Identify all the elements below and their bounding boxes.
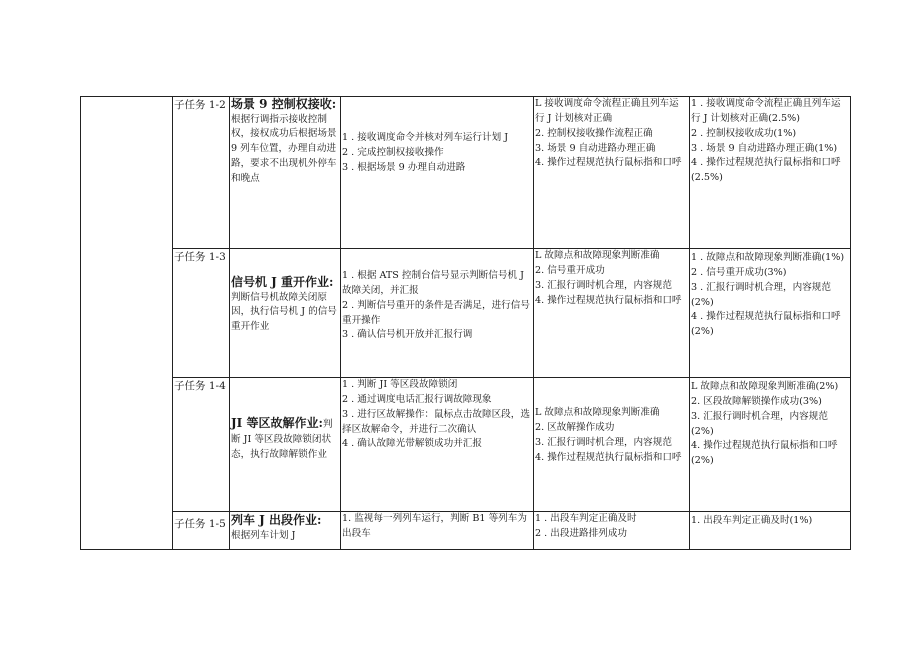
step-item: 2 . 通过调度电话汇报行调故障现象 bbox=[342, 393, 492, 405]
score-item: 3 . 汇报行调时机合理，内容规范(2%) bbox=[691, 281, 831, 308]
score-item: 4 . 操作过程规范执行鼠标指和口呼(2.5%) bbox=[691, 157, 841, 184]
standard-item: 2. 信号重开成功 bbox=[535, 264, 605, 276]
table-row bbox=[81, 378, 851, 512]
step-item: 3 . 确认信号机开放并汇报行调 bbox=[342, 329, 473, 341]
step-item: 3 . 根据场景 9 办理自动进路 bbox=[342, 161, 466, 173]
score-cell bbox=[690, 512, 851, 550]
subtask-label: 子任务 1-3 bbox=[173, 249, 230, 378]
standard-item: 4. 操作过程规范执行鼠标指和口呼 bbox=[535, 294, 682, 306]
step-item: 1 . 判断 JI 等区段故障锁闭 bbox=[342, 379, 458, 390]
standard-item: 3. 汇报行调时机合理，内容规范 bbox=[535, 279, 672, 291]
scene-cell bbox=[230, 249, 341, 378]
standard-item: 1 . 出段车判定正确及时 bbox=[535, 513, 637, 524]
score-item: 3. 汇报行调时机合理，内容规范(2%) bbox=[691, 410, 828, 437]
standards-cell bbox=[534, 97, 690, 249]
score-item: 1 . 故障点和故障现象判断准确(1%) bbox=[691, 252, 845, 263]
scene-title: 列车 J 出段作业: bbox=[231, 513, 322, 527]
scene-description: 判断信号机故障关闭原因，执行信号机 J 的信号重开作业 bbox=[231, 291, 337, 333]
standards-cell bbox=[534, 249, 690, 378]
score-item: 4. 操作过程规范执行鼠标指和口呼(2%) bbox=[691, 440, 838, 467]
scene-description bbox=[231, 414, 339, 463]
score-item: 2. 区段故障解锁操作成功(3%) bbox=[691, 395, 822, 407]
standard-item: 2 . 出段进路排列成功 bbox=[535, 527, 628, 539]
steps-cell bbox=[341, 512, 534, 550]
step-item: 1 . 根据 ATS 控制台信号显示判断信号机 J 故障关闭，并汇报 bbox=[342, 270, 524, 296]
step-item: 3 . 进行区故解操作：鼠标点击故障区段，选择区故解命令，并进行二次确认 bbox=[342, 408, 530, 435]
steps-cell bbox=[341, 97, 534, 249]
score-item: 2 . 控制权接收成功(1%) bbox=[691, 127, 797, 139]
steps-cell bbox=[341, 378, 534, 512]
scene-cell bbox=[230, 97, 341, 249]
scene-description: 根据列车计划 J bbox=[231, 529, 296, 541]
table-row bbox=[81, 97, 851, 249]
score-item: L 故障点和故障现象判断准确(2%) bbox=[691, 381, 839, 392]
score-item: 1 . 接收调度命令流程正确且列车运行 J 计划核对正确(2.5%) bbox=[691, 98, 841, 124]
standard-item: 2. 区故解操作成功 bbox=[535, 421, 615, 433]
scene-description: 根据行调指示接收控制权，接权成功后根据场景 9 列车位置，办理自动进路，要求不出现机外停车和晚点 bbox=[231, 113, 337, 185]
standard-item: L 故障点和故障现象判断准确 bbox=[535, 407, 660, 418]
standards-cell bbox=[534, 378, 690, 512]
standard-item: 3. 场景 9 自动进路办理正确 bbox=[535, 142, 656, 154]
standard-item: 4. 操作过程规范执行鼠标指和口呼 bbox=[535, 451, 682, 463]
step-item: 4 . 确认故障光带解锁成功并汇报 bbox=[342, 438, 482, 450]
standard-item: 2. 控制权接收操作流程正确 bbox=[535, 127, 653, 139]
scene-title: 信号机 J 重开作业: bbox=[231, 275, 334, 289]
table-row bbox=[81, 512, 851, 550]
score-cell bbox=[690, 378, 851, 512]
subtask-label: 子任务 1-5 bbox=[173, 512, 230, 550]
step-item: 2 . 完成控制权接收操作 bbox=[342, 146, 444, 158]
score-item: 1. 出段车判定正确及时(1%) bbox=[691, 515, 813, 526]
task-table bbox=[80, 96, 851, 550]
subtask-label: 子任务 1-4 bbox=[173, 378, 230, 512]
standard-item: 3. 汇报行调时机合理，内容规范 bbox=[535, 436, 672, 448]
score-item: 2 . 信号重开成功(3%) bbox=[691, 266, 787, 278]
scene-title: JI 等区故解作业: bbox=[231, 416, 323, 430]
subtask-label: 子任务 1-2 bbox=[173, 97, 230, 249]
score-cell bbox=[690, 249, 851, 378]
standard-item: 4. 操作过程规范执行鼠标指和口呼 bbox=[535, 157, 682, 169]
scene-cell bbox=[230, 512, 341, 550]
scene-cell bbox=[230, 378, 341, 512]
step-item: 2 . 判断信号重开的条件是否满足，进行信号重开操作 bbox=[342, 299, 530, 326]
score-item: 4 . 操作过程规范执行鼠标指和口呼(2%) bbox=[691, 311, 841, 338]
merged-blank-cell bbox=[81, 97, 173, 550]
score-cell bbox=[690, 97, 851, 249]
step-item: 1. 监视每一列列车运行，判断 B1 等列车为出段车 bbox=[342, 513, 527, 539]
score-item: 3 . 场景 9 自动进路办理正确(1%) bbox=[691, 142, 838, 154]
scene-description-text: 判断 JI 等区段故障锁闭状态，执行故障解锁作业 bbox=[231, 419, 333, 460]
scene-title: 场景 9 控制权接收: bbox=[231, 97, 337, 111]
standards-cell bbox=[534, 512, 690, 550]
step-item: 1 . 接收调度命令并核对列车运行计划 J bbox=[342, 132, 509, 143]
standard-item: L 故障点和故障现象判断准确 bbox=[535, 250, 660, 261]
steps-cell bbox=[341, 249, 534, 378]
standard-item: L 接收调度命令流程正确且列车运行 J 计划核对正确 bbox=[535, 98, 679, 124]
table-row bbox=[81, 249, 851, 378]
